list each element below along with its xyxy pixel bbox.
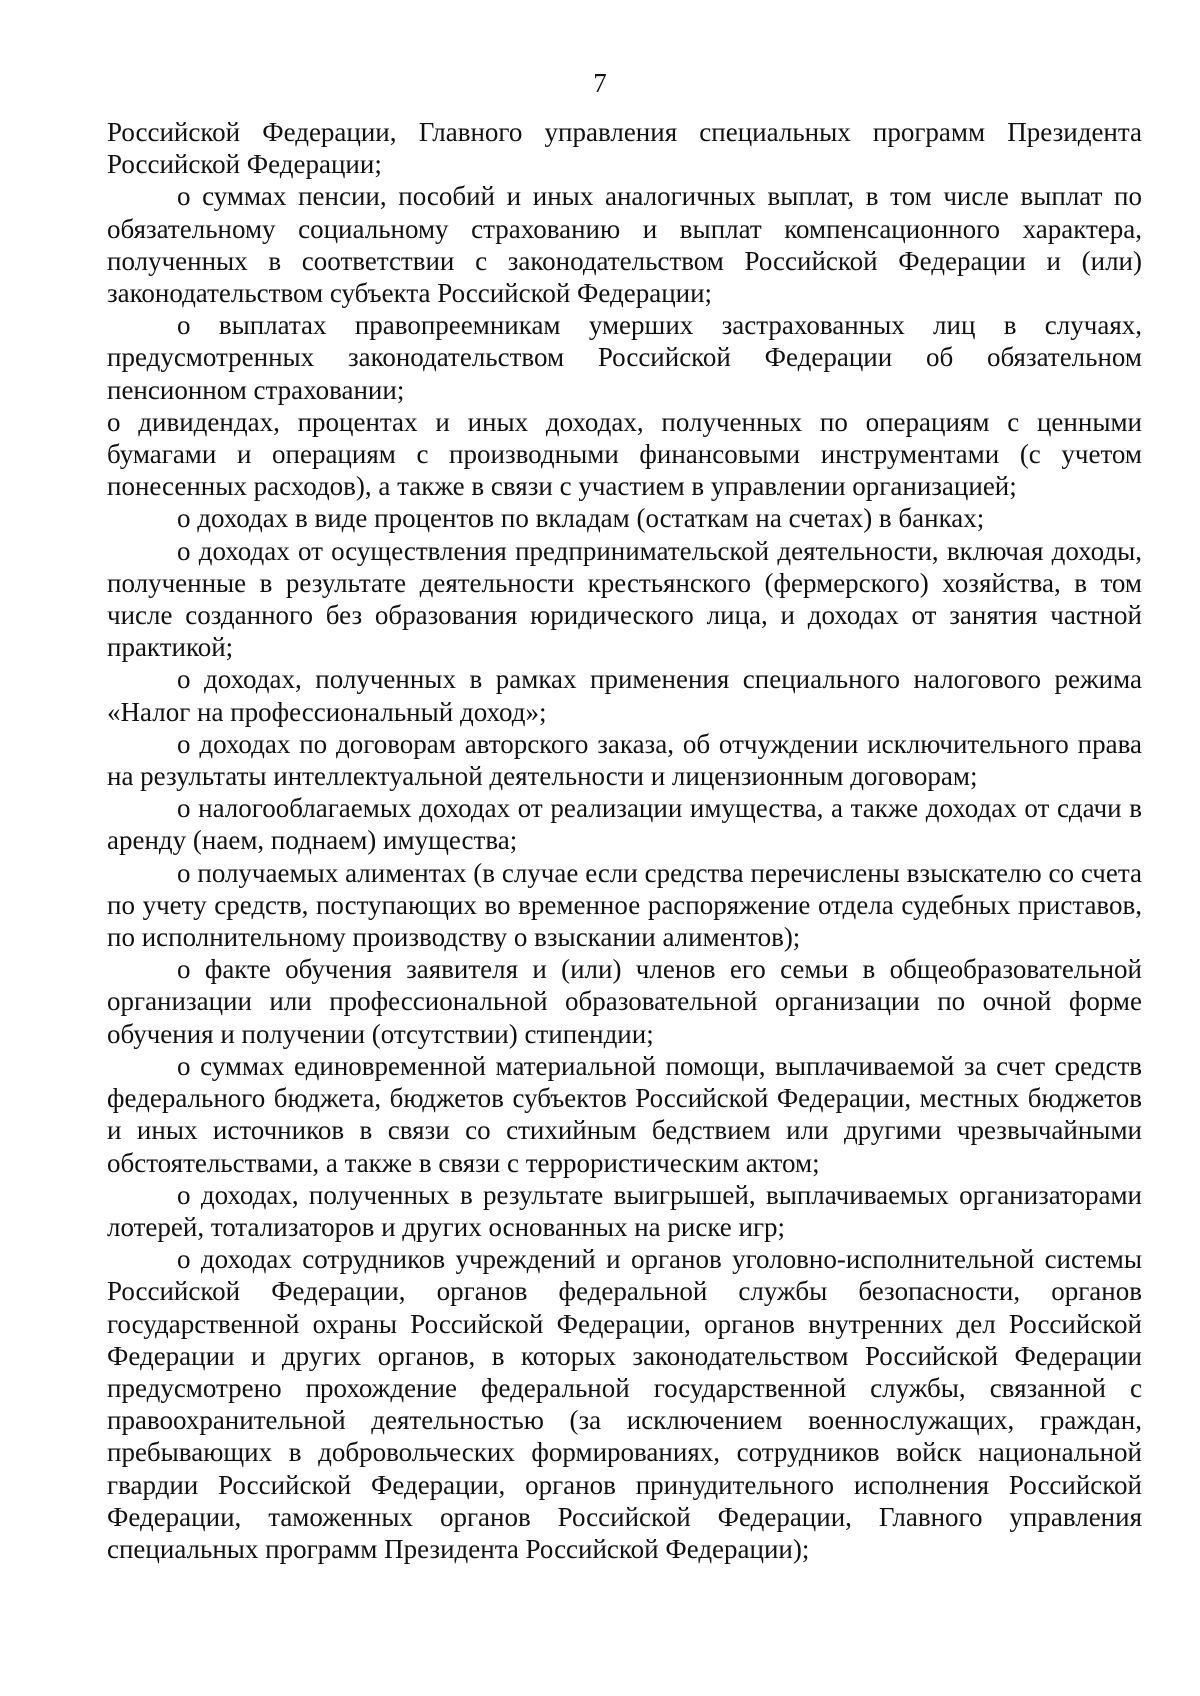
paragraph: о доходах по договорам авторского заказа, об отчуждении исключительного права на результаты интеллектуальной деятельности и лицензионным договорам;: [107, 728, 1142, 792]
paragraph: о суммах единовременной материальной помощи, выплачиваемой за счет средств федерального бюджета, бюджетов субъектов Российской Федерации, местных бюджетов и иных источников в связи со стихийным бедствием или другими чрезвычайными обстоятельствами, а также в связи с террористическим актом;: [107, 1050, 1142, 1178]
paragraph: Российской Федерации, Главного управления специальных программ Президента Российской Федерации;: [107, 117, 1142, 180]
paragraph: о доходах от осуществления предпринимательской деятельности, включая доходы, полученные в результате деятельности крестьянского (фермерского) хозяйства, в том числе созданного без образования юридического лица, и доходах от занятия частной практикой;: [107, 535, 1142, 663]
paragraph: о доходах, полученных в рамках применения специального налогового режима «Налог на профессиональный доход»;: [107, 664, 1142, 727]
paragraph: о доходах в виде процентов по вкладам (остаткам на счетах) в банках;: [177, 503, 985, 534]
paragraph: о факте обучения заявителя и (или) членов его семьи в общеобразовательной организации или профессиональной образовательной организации по очной форме обучения и получении (отсутствии) стипендии;: [107, 954, 1142, 1049]
page-number: 7: [593, 68, 607, 98]
paragraph: о налогооблагаемых доходах от реализации имущества, а также доходах от сдачи в аренду (наем, поднаем) имущества;: [107, 793, 1142, 856]
paragraph: о получаемых алиментах (в случае если средства перечислены взыскателю со счета по учету средств, поступающих во временное распоряжение отдела судебных приставов, по исполнительному производству о взыскании алиментов);: [107, 857, 1142, 953]
paragraph: о дивидендах, процентах и иных доходах, полученных по операциям с ценными бумагами и операциям с производными финансовыми инструментами (с учетом понесенных расходов), а также в связи с участием в управлении организацией;: [107, 406, 1142, 502]
document-body: [107, 116, 1142, 1565]
paragraph: о доходах, полученных в результате выигрышей, выплачиваемых организаторами лотерей, тотализаторов и других основанных на риске игр;: [107, 1179, 1142, 1242]
paragraph: о суммах пенсии, пособий и иных аналогичных выплат, в том числе выплат по обязательному социальному страхованию и выплат компенсационного характера, полученных в соответствии с законодательством Российской Федерации и (или) законодательством субъекта Российской Федерации;: [107, 181, 1142, 309]
paragraph: о доходах сотрудников учреждений и органов уголовно-исполнительной системы Российской Федерации, органов федеральной службы безопасности, органов государственной охраны Российской Федерации, органов внутренних дел Российской Федерации и других органов, в которых законодательством Российской Федерации предусмотрено прохождение федеральной государственной службы, связанной с правоохранительной деятельностью (за исключением военнослужащих, граждан, пребывающих в добровольческих формированиях, сотрудников войск национальной гвардии Российской Федерации, органов принудительного исполнения Российской Федерации, таможенных органов Российской Федерации, Главного управления специальных программ Президента Российской Федерации);: [107, 1244, 1142, 1564]
paragraph: о выплатах правопреемникам умерших застрахованных лиц в случаях, предусмотренных законодательством Российской Федерации об обязательном пенсионном страховании;: [107, 310, 1142, 405]
